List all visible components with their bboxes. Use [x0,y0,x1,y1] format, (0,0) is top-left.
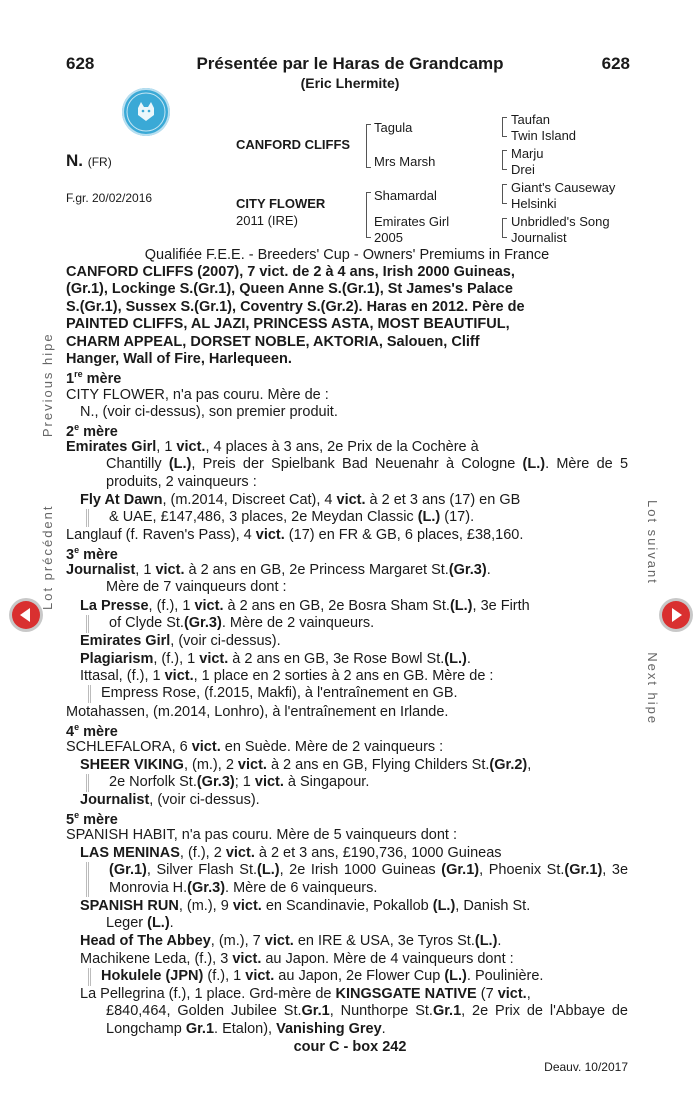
pedigree-ds: Shamardal [374,188,437,203]
consignor-title: Présentée par le Haras de Grandcamp [196,54,504,73]
pedigree-dds: Unbridled's Song [511,214,610,229]
dam5-produce-1: LAS MENINAS, (f.), 2 vict. à 2 et 3 ans, £190,736, 1000 Guineas (Gr.1), Silver Flash St.(L.), 2e Irish 1000 Guineas (Gr.1), Phoenix St.(Gr.1), 3e Monrovia H.(Gr.3). Mère de 6 vainqueurs. [80,845,629,896]
dam5-produce-4: Machikene Leda, (f.), 3 vict. au Japon. Mère de 4 vainqueurs dont : Hokulele (JPN) (f.), 1 vict. au Japon, 2e Flower Cup (L.). Poulinière. [80,951,628,986]
lot-number-left: 628 [66,54,95,73]
bracket-dam [366,192,371,238]
pedigree-ss: Tagula [374,120,413,135]
dam3-produce-5: Motahassen, (m.2014, Lonhro), à l'entraînement en Irlande. [66,704,449,720]
lot-number-right: 628 [601,54,630,73]
pedigree-dam-year: 2011 (IRE) [236,213,298,228]
next-lot-label[interactable]: Lot suivant Next hipe [645,500,660,726]
dam-heading-1: 1re mère [66,369,122,387]
pedigree-dd-year: 2005 [374,230,403,245]
dam2-paragraph: Emirates Girl, 1 vict., 4 places à 3 ans, 2e Prix de la Cochère à Chantilly (L.), Preis der Spielbank Bad Neuenahr à Cologne (L.). Mère de 5 produits, 2 vainqueurs : [66,439,629,490]
dam-heading-3: 3e mère [66,545,118,563]
bracket-ss [502,117,507,137]
pedigree-dam: CITY FLOWER [236,196,326,211]
dam5-produce-5: La Pellegrina (f.), 1 place. Grd-mère de KINGSGATE NATIVE (7 vict., £840,464, Golden Jubilee St.Gr.1, Nunthorpe St.Gr.1, 2e Prix de l'Abbaye de Longchamp Gr.1. Etalon), Vanishing Grey. [80,986,629,1037]
dam4-produce-1: SHEER VIKING, (m.), 2 vict. à 2 ans en GB, Flying Childers St.(Gr.2), 2e Norfolk St.(Gr.3); 1 vict. à Singapour. [80,757,628,792]
arrow-right-icon [662,601,690,629]
pedigree-ddd: Journalist [511,230,567,245]
arrow-left-icon [12,601,40,629]
pedigree-dd: Emirates Girl [374,214,450,229]
pedigree-sss: Taufan [511,112,551,127]
dam2-produce-1: Fly At Dawn, (m.2014, Discreet Cat), 4 vict. à 2 et 3 ans (17) en GB & UAE, £147,486, 3 places, 2e Meydan Classic (L.) (17). [80,492,628,527]
pedigree-ssd: Twin Island [511,128,577,143]
bracket-sire [366,124,371,168]
catalogue-date: Deauv. 10/2017 [544,1060,628,1074]
dam3-produce-2: Emirates Girl, (voir ci-dessus). [80,633,281,649]
dam4-produce-2: Journalist, (voir ci-dessus). [80,792,260,808]
stable-location: cour C - box 242 [293,1039,407,1055]
dam1-paragraph: CITY FLOWER, n'a pas couru. Mère de : [66,387,329,403]
dam2-produce-2: Langlauf (f. Raven's Pass), 4 vict. (17) en FR & GB, 6 places, £38,160. [66,527,524,543]
dam3-produce-4: Ittasal, (f.), 1 vict., 1 place en 2 sorties à 2 ans en GB. Mère de : Empress Rose, (f.2015, Makfi), à l'entraînement en GB. [80,668,628,703]
next-lot-button[interactable] [662,601,690,629]
dam1-produce: N., (voir ci-dessus), son premier produit. [80,404,338,420]
sire-paragraph: CANFORD CLIFFS (2007), 7 vict. de 2 à 4 ans, Irish 2000 Guineas, (Gr.1), Lockinge S.(Gr.1), Queen Anne S.(Gr.1), St James's Palace S.(Gr.1), Sussex S.(Gr.1), Coventry S.(Gr.2). Haras en 2012. Père de PAINTED CLIFFS, AL JAZI, PRINCESS ASTA, MOST BEAUTIFUL, CHARM APPEAL, DORSET NOBLE, AKTORIA, Salouen, Cliff Hanger, Wall of Fire, Harlequeen. [66,264,525,368]
dam3-paragraph: Journalist, 1 vict. à 2 ans en GB, 2e Princess Margaret St.(Gr.3). Mère de 7 vainqueurs dont : [66,562,491,596]
dam-heading-2: 2e mère [66,422,118,440]
dam5-produce-2: SPANISH RUN, (m.), 9 vict. en Scandinavie, Pokallob (L.), Danish St. Leger (L.). [80,898,531,932]
horse-name: N. (FR) [66,151,112,170]
criterium-sale-logo [122,88,170,136]
pedigree-sire: CANFORD CLIFFS [236,137,351,152]
pedigree-sdd: Drei [511,162,535,177]
consignor-subtitle: (Eric Lhermite) [300,75,400,91]
dam5-produce-3: Head of The Abbey, (m.), 7 vict. en IRE & USA, 3e Tyros St.(L.). [80,933,502,949]
qualification-line: Qualifiée F.E.E. - Breeders' Cup - Owners' Premiums in France [144,247,550,263]
dam4-paragraph: SCHLEFALORA, 6 vict. en Suède. Mère de 2 vainqueurs : [66,739,444,755]
dam5-paragraph: SPANISH HABIT, n'a pas couru. Mère de 5 vainqueurs dont : [66,827,457,843]
dam3-produce-3: Plagiarism, (f.), 1 vict. à 2 ans en GB, 3e Rose Bowl St.(L.). [80,651,471,667]
previous-lot-label[interactable]: Lot précédent Previous hipe [40,332,55,610]
bracket-ds [502,184,507,204]
previous-lot-button[interactable] [12,601,40,629]
bracket-sd [502,150,507,170]
pedigree-sds: Marju [511,146,544,161]
bracket-dd [502,218,507,238]
pedigree-dss: Giant's Causeway [511,180,616,195]
pedigree-sd: Mrs Marsh [374,154,436,169]
dam3-produce-1: La Presse, (f.), 1 vict. à 2 ans en GB, 2e Bosra Sham St.(L.), 3e Firth of Clyde St.(Gr.3). Mère de 2 vainqueurs. [80,598,628,633]
dam-heading-4: 4e mère [66,722,118,740]
foaling-info: F.gr. 20/02/2016 [66,191,153,205]
dam-heading-5: 5e mère [66,810,118,828]
pedigree-dsd: Helsinki [511,196,557,211]
